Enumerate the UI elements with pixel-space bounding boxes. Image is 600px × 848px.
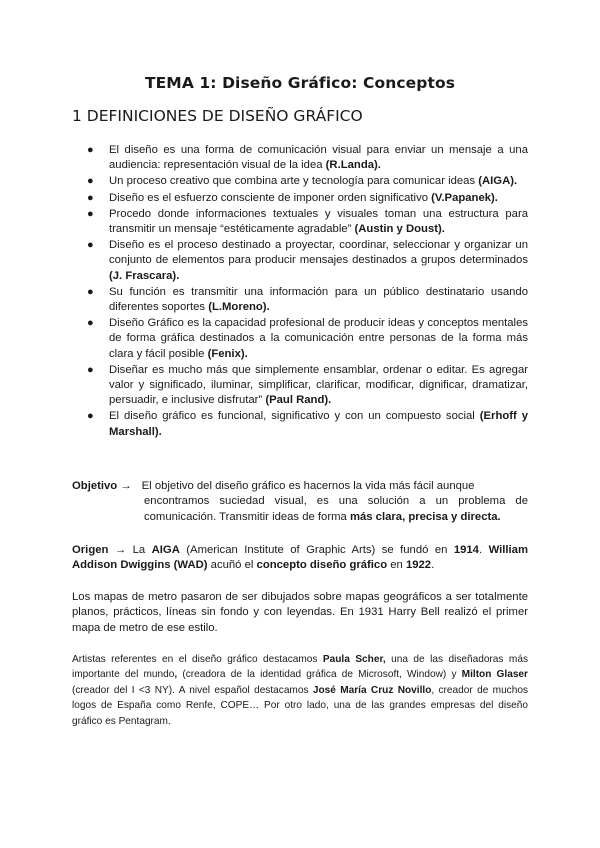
objetivo-text: encontramos suciedad visual, es una solución a un problema de comunicación. Transmitir ideas de forma [144,495,528,523]
definition-text: Su función es transmitir una información para un público destinatario usando diferentes soportes [109,285,528,314]
artistas-text: (creadora de la identidad gráfica de Microsoft, Window) y [177,669,462,681]
definition-text: El diseño gráfico es funcional, significativo y con un compuesto social [109,410,480,423]
origen-text: . [478,544,489,556]
artista-cruz-novillo: José María Cruz Novillo [312,684,432,696]
definition-author: (J. Frascara). [109,269,180,282]
origen-year-1914: 1914 [453,544,479,556]
definition-text: El diseño es una forma de comunicación visual para enviar un mensaje a una audiencia: representación visual de la idea [109,144,528,172]
artistas-text: (creador del I <3 NY). A nivel español destacamos [72,684,313,696]
definition-text: Un proceso creativo que combina arte y tecnología para comunicar ideas [109,175,479,188]
list-item [72,191,528,206]
bullet-icon: ● [87,175,94,188]
origen-label: Origen [72,544,109,556]
definition-author: (Austin y Doust). [354,223,445,236]
artistas-paragraph [72,652,528,729]
objetivo-first-line [72,479,528,494]
origen-text: (American Institute of Graphic Arts) se fundó en [179,544,454,556]
bullet-icon: ● [87,317,94,330]
bullet-icon: ● [87,285,94,298]
origen-text: La [126,544,152,556]
section-heading: 1 DEFINICIONES DE DISEÑO GRÁFICO [72,107,363,125]
definition-text: Diseño es el esfuerzo consciente de imponer orden significativo [109,191,432,204]
definition-author: (R.Landa). [325,159,381,172]
definitions-list [72,143,528,441]
artistas-text: , creador de muchos logos de España como Renfe, COPE… Por otro lado, una de las grandes empresas del diseño gráfico es Pentagram. [72,684,529,727]
origen-text: . [431,559,435,572]
origen-paragraph [72,543,528,574]
objetivo-label-group [72,479,132,494]
origen-concept: concepto diseño gráfico [256,559,388,572]
definition-text: Diseño Gráfico es la capacidad profesional de producir ideas y conceptos mentales de forma gráfica destinados a la comunicación entre personas de la forma más clara y fácil posible [109,317,528,360]
list-item [72,238,528,284]
bullet-icon: ● [87,144,94,156]
list-item [72,285,528,315]
definition-text: Diseñar es mucho más que simplemente ensamblar, ordenar o editar. Es agregar valor y significado, iluminar, simplificar, clarificar, modificar, dignificar, dramatizar, persuadir, e inclusive disfrutar” [109,363,528,407]
objetivo-continuation [72,494,528,525]
artista-paula-scher: Paula Scher, [322,654,386,665]
page-title: TEMA 1: Diseño Gráfico: Conceptos [144,74,456,92]
artistas-text: Artistas referentes en el diseño gráfico destacamos [72,654,323,665]
origen-text: en [387,559,406,572]
artistas-comma: , [174,669,178,681]
bullet-icon: ● [87,191,94,204]
mapas-paragraph: Los mapas de metro pasaron de ser dibujados sobre mapas geográficos a ser totalmente planos, prácticos, líneas sin fondo y con leyendas. En 1931 Harry Bell realizó el primer mapa de metro de ese estilo. [72,591,528,634]
definition-text: Diseño es el proceso destinado a proyectar, coordinar, seleccionar y organizar un conjunto de elementos para producir mensajes destinados a grupos determinados [109,239,528,267]
objetivo-line-1: El objetivo del diseño gráfico es hacernos la vida más fácil aunque [141,480,475,492]
list-item [72,143,528,173]
artista-milton-glaser: Milton Glaser [461,669,528,681]
list-item [72,316,528,362]
bullet-icon: ● [87,363,94,376]
definition-author: (L.Moreno). [208,301,270,314]
objetivo-label: Objetivo [72,480,118,492]
definition-author: (Erhoff y Marshall). [109,410,528,438]
objetivo-paragraph [72,479,528,525]
origen-aiga: AIGA [151,544,180,556]
origen-year-1922: 1922 [405,559,432,572]
artistas-text: una de las diseñadoras más importante del mundo [72,654,528,681]
list-item [72,207,528,237]
origen-text: acuñó el [207,559,257,572]
bullet-icon: ● [87,410,94,423]
bullet-icon: ● [87,207,94,220]
definition-author: (Paul Rand). [265,394,332,407]
definition-author: (AIGA). [478,175,518,188]
list-item [72,363,528,409]
arrow-icon: → [120,480,132,492]
objetivo-emphasis: más clara, precisa y directa. [349,510,501,523]
definition-author: (Fenix). [207,347,248,360]
arrow-icon: → [114,544,127,556]
list-item [72,409,528,439]
bullet-icon: ● [87,239,94,252]
origen-dwiggins: William Addison Dwiggins (WAD) [72,544,529,572]
definition-text: Procedo donde informaciones textuales y visuales toman una estructura para transmitir un mensaje “estéticamente agradable” [109,207,528,236]
definition-author: (V.Papanek). [431,191,498,204]
list-item [72,174,528,189]
